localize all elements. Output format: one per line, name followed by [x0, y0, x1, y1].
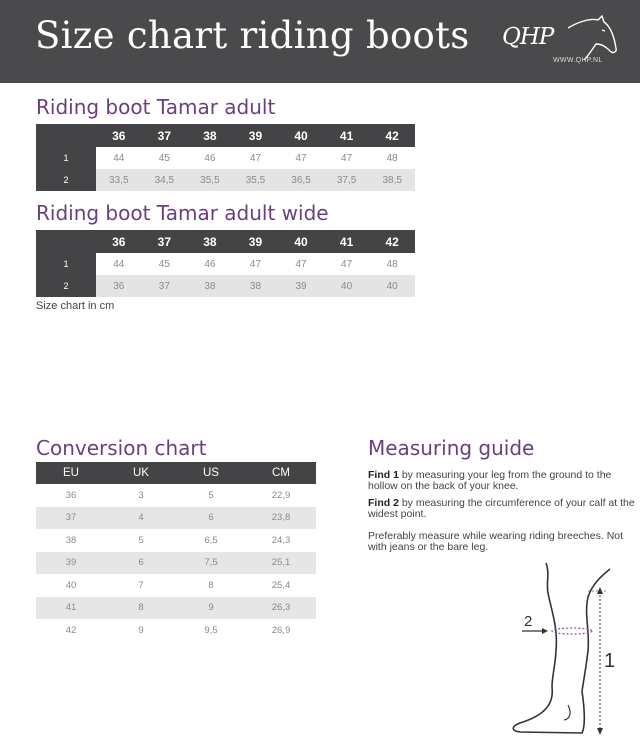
table-cell: 47	[324, 253, 370, 275]
table-row	[36, 147, 415, 169]
logo-url: WWW.QHP.NL	[553, 57, 603, 64]
size-header: 39	[233, 230, 279, 253]
size-header: 36	[96, 230, 142, 253]
table-cell: 25,4	[246, 574, 316, 597]
table-cell: 46	[187, 253, 233, 275]
row-label: 1	[36, 147, 96, 169]
table-cell: 42	[36, 619, 106, 642]
table-cell: 8	[106, 597, 176, 620]
table-cell: 9,5	[176, 619, 246, 642]
table-cell: 40	[36, 574, 106, 597]
table-cell: 45	[142, 253, 188, 275]
measure-label-1: 1	[604, 650, 616, 672]
logo-wordmark: QHP	[502, 24, 554, 50]
table-cell: 6,5	[176, 529, 246, 552]
leg-measure-illustration	[500, 555, 640, 745]
table-row	[36, 253, 415, 275]
table-cell: 37	[142, 275, 188, 297]
size-header: 36	[96, 124, 142, 147]
table-cell: 3	[106, 484, 176, 507]
table-cell: 23,8	[246, 507, 316, 530]
size-table-adult-wide	[36, 230, 415, 297]
table-cell: 24,3	[246, 529, 316, 552]
table-cell: 9	[106, 619, 176, 642]
corner-cell	[36, 124, 96, 147]
size-header: 37	[142, 230, 188, 253]
table-cell: 34,5	[142, 169, 188, 191]
column-header-cm: CM	[246, 462, 316, 484]
column-header-uk: UK	[106, 462, 176, 484]
table-row	[36, 169, 415, 191]
size-header: 42	[369, 230, 415, 253]
size-header: 38	[187, 230, 233, 253]
table-cell: 36,5	[278, 169, 324, 191]
row-label: 1	[36, 253, 96, 275]
size-header: 41	[324, 230, 370, 253]
table-row	[36, 275, 415, 297]
table-cell: 41	[36, 597, 106, 620]
table-cell: 33,5	[96, 169, 142, 191]
column-header-us: US	[176, 462, 246, 484]
table-cell: 5	[106, 529, 176, 552]
table-row	[36, 552, 316, 575]
table-cell: 46	[187, 147, 233, 169]
table-row	[36, 597, 316, 620]
table-cell: 38,5	[369, 169, 415, 191]
table-cell: 6	[106, 552, 176, 575]
table-cell: 35,5	[187, 169, 233, 191]
table-cell: 4	[106, 507, 176, 530]
find-2-label: Find 2	[368, 497, 399, 509]
table-cell: 44	[96, 147, 142, 169]
table-row	[36, 507, 316, 530]
table-cell: 45	[142, 147, 188, 169]
guide-find-1	[368, 470, 638, 492]
table-header-row	[36, 230, 415, 253]
guide-find-2	[368, 498, 638, 520]
table-cell: 47	[324, 147, 370, 169]
table-header-row	[36, 124, 415, 147]
table-cell: 44	[96, 253, 142, 275]
table-cell: 48	[369, 253, 415, 275]
qhp-logo	[498, 14, 618, 70]
table-cell: 47	[233, 253, 279, 275]
find-1-text: by measuring your leg from the ground to the hollow on the back of your knee.	[368, 469, 612, 492]
table-cell: 40	[369, 275, 415, 297]
table-cell: 5	[176, 484, 246, 507]
table-cell: 36	[96, 275, 142, 297]
guide-advice: Preferably measure while wearing riding breeches. Not with jeans or the bare leg.	[368, 530, 624, 553]
size-header: 38	[187, 124, 233, 147]
table-cell: 37,5	[324, 169, 370, 191]
table-row	[36, 529, 316, 552]
size-header: 39	[233, 124, 279, 147]
corner-cell	[36, 230, 96, 253]
table-cell: 9	[176, 597, 246, 620]
table-row	[36, 574, 316, 597]
page-title: Size chart riding boots	[35, 14, 470, 57]
table-header-row	[36, 462, 316, 484]
table-title-adult-wide: Riding boot Tamar adult wide	[36, 201, 329, 225]
guide-title: Measuring guide	[368, 436, 535, 460]
table-cell: 48	[369, 147, 415, 169]
size-table-adult	[36, 124, 415, 191]
size-note: Size chart in cm	[36, 300, 115, 312]
table-cell: 40	[324, 275, 370, 297]
size-header: 40	[278, 230, 324, 253]
table-cell: 8	[176, 574, 246, 597]
table-cell: 39	[278, 275, 324, 297]
table-cell: 47	[278, 253, 324, 275]
table-cell: 26,9	[246, 619, 316, 642]
size-header: 40	[278, 124, 324, 147]
table-cell: 38	[233, 275, 279, 297]
table-cell: 47	[233, 147, 279, 169]
measure-label-2: 2	[524, 613, 533, 630]
table-cell: 38	[187, 275, 233, 297]
size-header: 41	[324, 124, 370, 147]
table-cell: 6	[176, 507, 246, 530]
table-cell: 25,1	[246, 552, 316, 575]
find-1-label: Find 1	[368, 469, 399, 481]
conversion-table	[36, 462, 316, 642]
table-cell: 7	[106, 574, 176, 597]
row-label: 2	[36, 169, 96, 191]
size-header: 42	[369, 124, 415, 147]
table-cell: 37	[36, 507, 106, 530]
find-2-text: by measuring the circumference of your calf at the widest point.	[368, 497, 635, 520]
table-row	[36, 484, 316, 507]
table-cell: 35,5	[233, 169, 279, 191]
table-cell: 22,9	[246, 484, 316, 507]
table-cell: 36	[36, 484, 106, 507]
header-banner	[0, 0, 640, 83]
table-title-adult: Riding boot Tamar adult	[36, 95, 276, 119]
leg-diagram	[500, 555, 640, 745]
table-cell: 7,5	[176, 552, 246, 575]
table-cell: 47	[278, 147, 324, 169]
table-row	[36, 619, 316, 642]
table-cell: 26,3	[246, 597, 316, 620]
size-header: 37	[142, 124, 188, 147]
column-header-eu: EU	[36, 462, 106, 484]
conversion-title: Conversion chart	[36, 436, 207, 460]
row-label: 2	[36, 275, 96, 297]
table-cell: 39	[36, 552, 106, 575]
table-cell: 38	[36, 529, 106, 552]
